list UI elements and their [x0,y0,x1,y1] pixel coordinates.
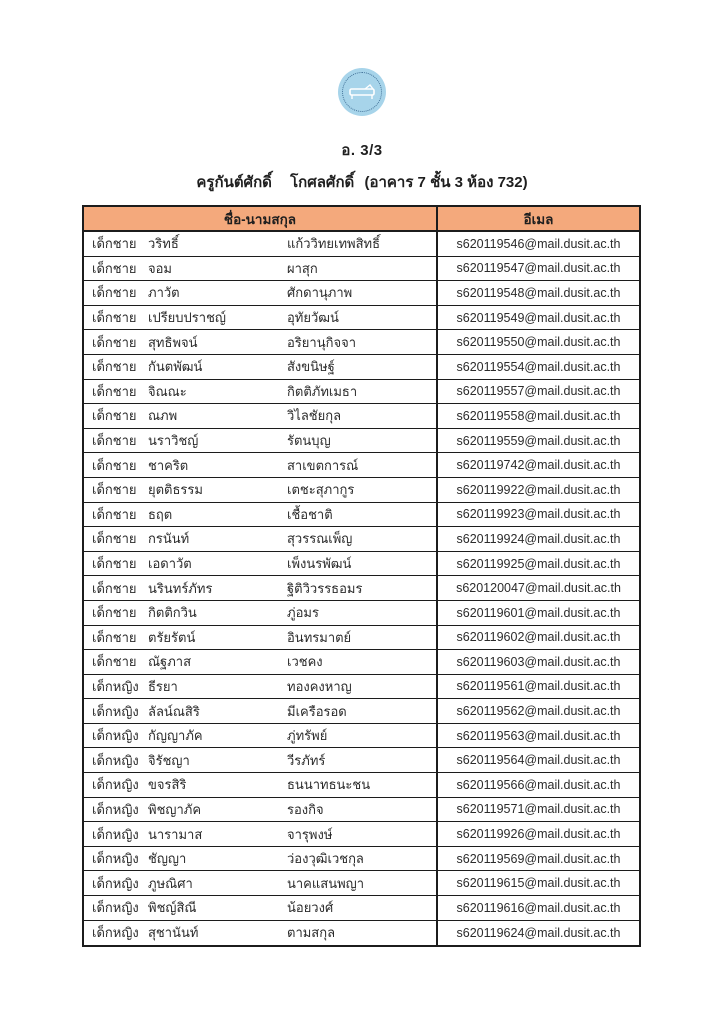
name-cell [84,503,438,527]
email-cell [438,871,639,895]
student-last-name: ว่องวุฒิเวชกุล [287,851,364,867]
student-email: s620119554@mail.dusit.ac.th [456,359,621,374]
table-row [84,626,639,651]
student-prefix: เด็กชาย [92,605,137,621]
student-prefix: เด็กหญิง [92,777,139,793]
email-cell [438,429,639,453]
name-cell [84,748,438,772]
name-cell [84,355,438,379]
student-last-name: น้อยวงศ์ [287,900,334,916]
email-cell [438,650,639,674]
student-prefix: เด็กชาย [92,383,137,399]
name-cell [84,847,438,871]
table-row [84,330,639,355]
student-first-name: นราวิชญ์ [148,433,199,449]
student-first-name: ขจรสิริ [148,777,187,793]
student-first-name: ยุตติธรรม [148,482,203,498]
student-last-name: ภู่ทรัพย์ [287,728,328,744]
table-row [84,306,639,331]
name-cell [84,429,438,453]
student-prefix: เด็กชาย [92,359,137,375]
email-cell [438,822,639,846]
student-last-name: ธนนาทธนะชน [287,777,371,793]
email-cell [438,453,639,477]
student-last-name: ผาสุก [287,260,318,276]
name-cell [84,896,438,920]
student-prefix: เด็กชาย [92,629,137,645]
student-roster-table [82,205,641,947]
name-cell [84,306,438,330]
student-first-name: จอม [148,260,172,276]
student-email: s620119546@mail.dusit.ac.th [456,236,621,251]
email-cell [438,306,639,330]
table-row [84,601,639,626]
school-seal-icon [338,68,386,116]
student-first-name: สุทธิพจน์ [148,334,198,350]
table-row [84,257,639,282]
seal-text-ring [342,72,382,112]
student-last-name: ตามสกุล [287,925,336,941]
table-row [84,552,639,577]
student-email: s620119558@mail.dusit.ac.th [456,408,621,423]
table-row [84,404,639,429]
table-header-row [84,207,639,232]
student-email: s620119566@mail.dusit.ac.th [456,777,621,792]
student-first-name: จิณณะ [148,383,187,399]
student-first-name: นารามาส [148,826,203,842]
email-cell [438,404,639,428]
student-last-name: อุทัยวัฒน์ [287,310,339,326]
email-cell [438,724,639,748]
student-first-name: กรนันท์ [148,531,190,547]
name-cell [84,650,438,674]
name-cell [84,527,438,551]
name-cell [84,281,438,305]
student-email: s620119559@mail.dusit.ac.th [456,433,621,448]
student-last-name: สุวรรณเพ็ญ [287,531,353,547]
student-first-name: วริทธิ์ [148,236,179,252]
table-row [84,527,639,552]
student-email: s620119548@mail.dusit.ac.th [456,285,621,300]
student-first-name: ณภพ [148,408,178,424]
student-prefix: เด็กชาย [92,236,137,252]
student-prefix: เด็กชาย [92,408,137,424]
column-header-email: อีเมล [523,211,554,227]
name-cell [84,232,438,256]
table-row [84,429,639,454]
table-row [84,503,639,528]
email-cell [438,773,639,797]
student-prefix: เด็กหญิง [92,801,139,817]
name-cell [84,724,438,748]
table-row [84,355,639,380]
name-cell [84,257,438,281]
student-first-name: เอดาวัต [148,556,192,572]
student-email: s620119547@mail.dusit.ac.th [456,261,621,276]
student-last-name: เวชคง [287,654,323,670]
student-email: s620119924@mail.dusit.ac.th [456,531,621,546]
table-row [84,675,639,700]
student-last-name: วิไลชัยกุล [287,408,342,424]
student-last-name: เตชะสุภากูร [287,482,355,498]
email-cell [438,503,639,527]
student-email: s620119925@mail.dusit.ac.th [456,556,621,571]
student-prefix: เด็กชาย [92,556,137,572]
email-cell [438,847,639,871]
name-cell [84,871,438,895]
student-last-name: อินทรมาตย์ [287,629,352,645]
student-prefix: เด็กชาย [92,334,137,350]
student-prefix: เด็กหญิง [92,826,139,842]
email-cell [438,921,639,946]
table-row [84,773,639,798]
student-first-name: จิรัชญา [148,752,190,768]
table-row [84,380,639,405]
table-row [84,699,639,724]
student-last-name: ภู่อมร [287,605,319,621]
email-cell [438,699,639,723]
student-last-name: กิตติภัทเมธา [287,383,358,399]
table-row [84,798,639,823]
student-email: s620119550@mail.dusit.ac.th [456,335,621,350]
email-cell [438,257,639,281]
student-last-name: สังขนิษฐ์ [287,359,335,375]
student-email: s620119569@mail.dusit.ac.th [456,851,621,866]
email-cell [438,576,639,600]
name-cell [84,380,438,404]
student-last-name: จารุพงษ์ [287,826,333,842]
student-prefix: เด็กหญิง [92,851,139,867]
name-cell [84,699,438,723]
student-first-name: ภูษณิศา [148,875,193,891]
email-cell [438,748,639,772]
teacher-line [0,170,724,194]
student-first-name: สุชานันท์ [148,925,199,941]
student-prefix: เด็กหญิง [92,678,139,694]
student-email: s620119923@mail.dusit.ac.th [456,507,621,522]
student-email: s620119557@mail.dusit.ac.th [456,384,621,399]
student-first-name: ธีรยา [148,678,178,694]
email-cell [438,798,639,822]
student-email: s620120047@mail.dusit.ac.th [456,581,621,596]
name-cell [84,453,438,477]
name-cell [84,773,438,797]
student-prefix: เด็กชาย [92,433,137,449]
student-first-name: เปรียบปราชญ์ [148,310,226,326]
student-prefix: เด็กชาย [92,531,137,547]
email-cell [438,601,639,625]
student-first-name: กัญญาภัค [148,728,203,744]
table-row [84,748,639,773]
student-first-name: ณัฐภาส [148,654,192,670]
student-prefix: เด็กชาย [92,260,137,276]
student-last-name: ทองคงหาญ [287,678,352,694]
email-cell [438,330,639,354]
student-email: s620119549@mail.dusit.ac.th [456,310,621,325]
name-cell [84,404,438,428]
student-first-name: กิตติกวิน [148,605,197,621]
class-label: อ. 3/3 [341,142,383,159]
email-cell [438,527,639,551]
student-first-name: ธฤต [148,506,173,522]
name-cell [84,675,438,699]
student-first-name: ตรัยรัตน์ [148,629,196,645]
student-prefix: เด็กหญิง [92,703,139,719]
student-last-name: เพ็งนรพัฒน์ [287,556,352,572]
column-header-name: ชื่อ-นามสกุล [84,207,438,230]
student-prefix: เด็กหญิง [92,752,139,768]
student-email: s620119624@mail.dusit.ac.th [456,925,621,940]
student-email: s620119561@mail.dusit.ac.th [456,679,621,694]
name-cell [84,552,438,576]
student-last-name: อริยานุกิจจา [287,334,356,350]
email-cell [438,232,639,256]
table-row [84,896,639,921]
student-email: s620119563@mail.dusit.ac.th [456,728,621,743]
logo-container [0,68,724,116]
student-prefix: เด็กชาย [92,457,137,473]
table-row [84,921,639,946]
table-row [84,576,639,601]
email-cell [438,281,639,305]
name-cell [84,601,438,625]
table-row [84,281,639,306]
student-last-name: ศักดานุภาพ [287,285,353,301]
student-prefix: เด็กชาย [92,506,137,522]
email-cell [438,896,639,920]
student-first-name: พิชญ์สิณี [148,900,197,916]
room-info: (อาคาร 7 ชั้น 3 ห้อง 732) [364,174,528,191]
name-cell [84,330,438,354]
student-prefix: เด็กหญิง [92,900,139,916]
student-last-name: ฐิติวิวรรธอมร [287,580,363,596]
student-last-name: มีเครือรอด [287,703,347,719]
teacher-surname: โกศลศักดิ์ [290,174,355,191]
student-last-name: แก้ววิทยเทพสิทธิ์ [287,236,381,252]
student-email: s620119603@mail.dusit.ac.th [456,654,621,669]
student-first-name: นรินทร์ภัทร [148,580,213,596]
email-cell [438,552,639,576]
student-first-name: ชาคริต [148,457,189,473]
student-last-name: เชื้อชาติ [287,506,333,522]
teacher-name: ครูกันต์ศักดิ์ [196,174,272,191]
student-email: s620119562@mail.dusit.ac.th [456,704,621,719]
name-cell [84,822,438,846]
name-cell [84,921,438,946]
student-email: s620119922@mail.dusit.ac.th [456,482,621,497]
student-email: s620119615@mail.dusit.ac.th [456,876,621,891]
table-row [84,478,639,503]
student-last-name: วีรภัทร์ [287,752,326,768]
table-row [84,650,639,675]
student-prefix: เด็กชาย [92,654,137,670]
table-row [84,232,639,257]
name-cell [84,626,438,650]
student-last-name: สาเขตการณ์ [287,457,359,473]
student-first-name: พิชญาภัค [148,801,202,817]
name-cell [84,798,438,822]
table-row [84,822,639,847]
student-prefix: เด็กหญิง [92,728,139,744]
student-prefix: เด็กชาย [92,580,137,596]
table-row [84,724,639,749]
student-email: s620119616@mail.dusit.ac.th [456,900,621,915]
student-first-name: ภาวัต [148,285,180,301]
student-email: s620119564@mail.dusit.ac.th [456,753,621,768]
student-email: s620119742@mail.dusit.ac.th [456,458,621,473]
student-prefix: เด็กชาย [92,482,137,498]
table-row [84,453,639,478]
student-last-name: รัตนบุญ [287,433,331,449]
student-first-name: กันตพัฒน์ [148,359,203,375]
table-row [84,847,639,872]
heading-block [0,138,724,194]
student-table-body [84,232,639,945]
student-email: s620119926@mail.dusit.ac.th [456,827,621,842]
email-cell [438,675,639,699]
student-prefix: เด็กชาย [92,310,137,326]
email-cell [438,380,639,404]
student-last-name: รองกิจ [287,801,324,817]
student-prefix: เด็กหญิง [92,925,139,941]
student-email: s620119602@mail.dusit.ac.th [456,630,621,645]
email-cell [438,626,639,650]
student-email: s620119601@mail.dusit.ac.th [456,605,621,620]
student-prefix: เด็กชาย [92,285,137,301]
student-email: s620119571@mail.dusit.ac.th [456,802,621,817]
student-first-name: ลัลน์ณสิริ [148,703,200,719]
student-first-name: ชัญญา [148,851,187,867]
email-cell [438,355,639,379]
name-cell [84,478,438,502]
name-cell [84,576,438,600]
table-row [84,871,639,896]
email-cell [438,478,639,502]
student-prefix: เด็กหญิง [92,875,139,891]
student-last-name: นาคแสนพญา [287,875,365,891]
